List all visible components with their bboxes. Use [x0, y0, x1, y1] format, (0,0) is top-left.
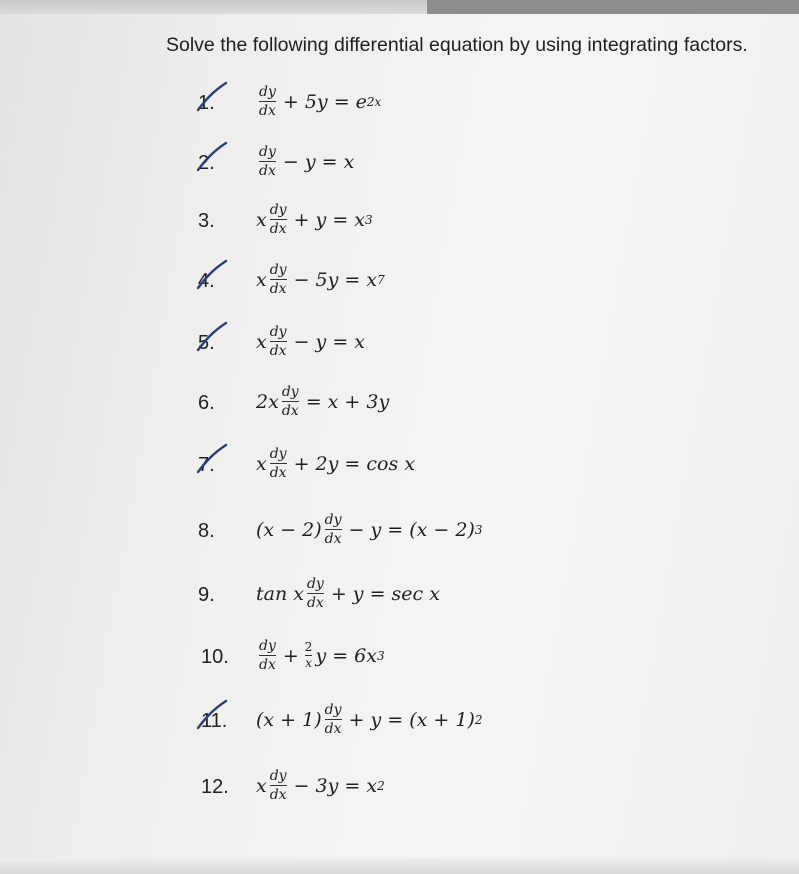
fraction-denominator: dx — [324, 531, 342, 548]
fraction-numerator: dy — [324, 512, 342, 528]
problem-number: 4. — [198, 270, 215, 292]
problem-number: 11. — [201, 710, 228, 732]
fraction-numerator: dy — [324, 702, 342, 718]
top-strip-shadow — [427, 0, 799, 14]
fraction-bar — [325, 719, 342, 720]
equation — [256, 84, 381, 119]
derivative-fraction — [270, 324, 287, 359]
exponent: 2x — [366, 94, 382, 109]
equation — [256, 446, 415, 481]
exponent: 2 — [474, 712, 483, 727]
problem-item — [0, 502, 799, 562]
problem-number: 3. — [198, 210, 215, 232]
equation-prefix: x — [256, 208, 267, 231]
equation-rest: + 2y = cos x — [293, 452, 415, 475]
problem-item — [0, 692, 799, 752]
coefficient-fraction — [305, 641, 313, 670]
fraction-bar — [259, 655, 276, 656]
fraction-bar — [270, 785, 287, 786]
fraction-denominator: dx — [324, 721, 342, 738]
equation-rest: + y = (x + 1) — [348, 708, 475, 731]
fraction-bar — [270, 463, 287, 464]
pen-checkmark — [194, 258, 230, 292]
equation-rest: = x + 3y — [305, 390, 390, 413]
fraction-numerator: dy — [259, 144, 276, 160]
equation — [256, 768, 385, 803]
pen-checkmark — [194, 140, 230, 174]
fraction-denominator: dx — [269, 221, 287, 238]
problem-number: 8. — [198, 520, 215, 542]
problem-number: 10. — [201, 646, 229, 668]
equation — [256, 702, 482, 737]
equation-tail: y = 6x — [315, 644, 377, 667]
derivative-fraction — [270, 768, 287, 803]
problem-number: 12. — [201, 776, 229, 798]
derivative-fraction — [325, 702, 342, 737]
equation — [256, 324, 365, 359]
equation — [256, 512, 482, 547]
equation — [256, 202, 373, 237]
problem-item — [0, 374, 799, 434]
fraction-numerator: dy — [259, 638, 276, 654]
problem-number: 9. — [198, 584, 215, 606]
fraction-numerator: dy — [281, 384, 299, 400]
pen-checkmark — [194, 80, 230, 114]
fraction-denominator: dx — [269, 281, 287, 298]
pen-checkmark — [194, 442, 230, 476]
problem-number: 5. — [198, 332, 215, 354]
equation-rest: − y = (x − 2) — [348, 518, 475, 541]
derivative-fraction — [307, 576, 324, 611]
problem-item — [0, 134, 799, 194]
fraction-denominator: dx — [259, 103, 276, 120]
fraction-numerator: dy — [306, 576, 324, 592]
problem-item — [0, 192, 799, 252]
fraction-denominator: dx — [281, 403, 299, 420]
derivative-fraction — [270, 446, 287, 481]
derivative-fraction — [270, 262, 287, 297]
problem-item — [0, 758, 799, 818]
fraction-numerator: dy — [269, 262, 287, 278]
fraction-denominator: dx — [269, 465, 287, 482]
fraction-numerator: dy — [269, 324, 287, 340]
equation-prefix: x — [256, 452, 267, 475]
fraction-denominator: dx — [259, 657, 276, 674]
problem-number: 1. — [198, 92, 215, 114]
fraction-bar — [259, 101, 276, 102]
exponent: 3 — [365, 212, 373, 227]
exponent: 7 — [377, 272, 385, 287]
derivative-fraction — [259, 638, 276, 673]
problem-number: 2. — [198, 152, 215, 174]
equation-rest: + y = sec x — [330, 582, 440, 605]
fraction-numerator: dy — [269, 446, 287, 462]
equation-rest: − y = x — [293, 330, 366, 353]
problem-number: 6. — [198, 392, 215, 414]
fraction-bar — [270, 219, 287, 220]
exponent: 2 — [377, 778, 385, 793]
equation-rest: + — [282, 644, 299, 667]
derivative-fraction — [259, 84, 276, 119]
equation-prefix: (x + 1) — [256, 708, 322, 731]
pen-checkmark — [194, 320, 230, 354]
equation — [256, 576, 440, 611]
equation-prefix: (x − 2) — [256, 518, 322, 541]
fraction-bar — [307, 593, 324, 594]
fraction-bar — [270, 341, 287, 342]
equation-rest: − y = x — [282, 150, 355, 173]
equation — [256, 262, 385, 297]
fraction-numerator: dy — [269, 202, 287, 218]
fraction-bar — [282, 401, 299, 402]
equation-prefix: x — [256, 268, 267, 291]
equation-rest: − 5y = x — [293, 268, 378, 291]
equation-rest: + 5y = e — [282, 90, 367, 113]
derivative-fraction — [282, 384, 299, 419]
fraction-denominator: dx — [306, 595, 324, 612]
problem-item — [0, 314, 799, 374]
fraction-denominator: x — [305, 656, 312, 671]
pen-checkmark — [194, 698, 230, 732]
fraction-denominator: dx — [269, 787, 287, 804]
fraction-bar — [259, 161, 276, 162]
equation — [256, 384, 389, 419]
equation-rest: + y = x — [293, 208, 366, 231]
exponent: 3 — [474, 522, 483, 537]
problem-item — [0, 628, 799, 688]
problem-item — [0, 436, 799, 496]
derivative-fraction — [259, 144, 276, 179]
fraction-denominator: dx — [269, 343, 287, 360]
worksheet-heading: Solve the following differential equation by using integrating factors. — [166, 34, 748, 56]
equation — [256, 638, 385, 673]
top-strip — [0, 0, 799, 14]
equation — [256, 144, 354, 179]
fraction-numerator: dy — [259, 84, 276, 100]
equation-rest: − 3y = x — [293, 774, 378, 797]
exponent: 3 — [376, 648, 385, 663]
problem-item — [0, 566, 799, 626]
derivative-fraction — [270, 202, 287, 237]
fraction-denominator: dx — [259, 163, 276, 180]
problem-number: 7. — [198, 454, 215, 476]
bottom-edge — [0, 858, 799, 874]
fraction-numerator: 2 — [304, 640, 313, 654]
derivative-fraction — [325, 512, 342, 547]
fraction-bar — [325, 529, 342, 530]
equation-prefix: 2x — [256, 390, 279, 413]
problem-item — [0, 252, 799, 312]
equation-prefix: x — [256, 774, 267, 797]
equation-prefix: tan x — [256, 582, 304, 605]
problem-item — [0, 74, 799, 134]
fraction-bar — [270, 279, 287, 280]
fraction-numerator: dy — [269, 768, 287, 784]
equation-prefix: x — [256, 330, 267, 353]
